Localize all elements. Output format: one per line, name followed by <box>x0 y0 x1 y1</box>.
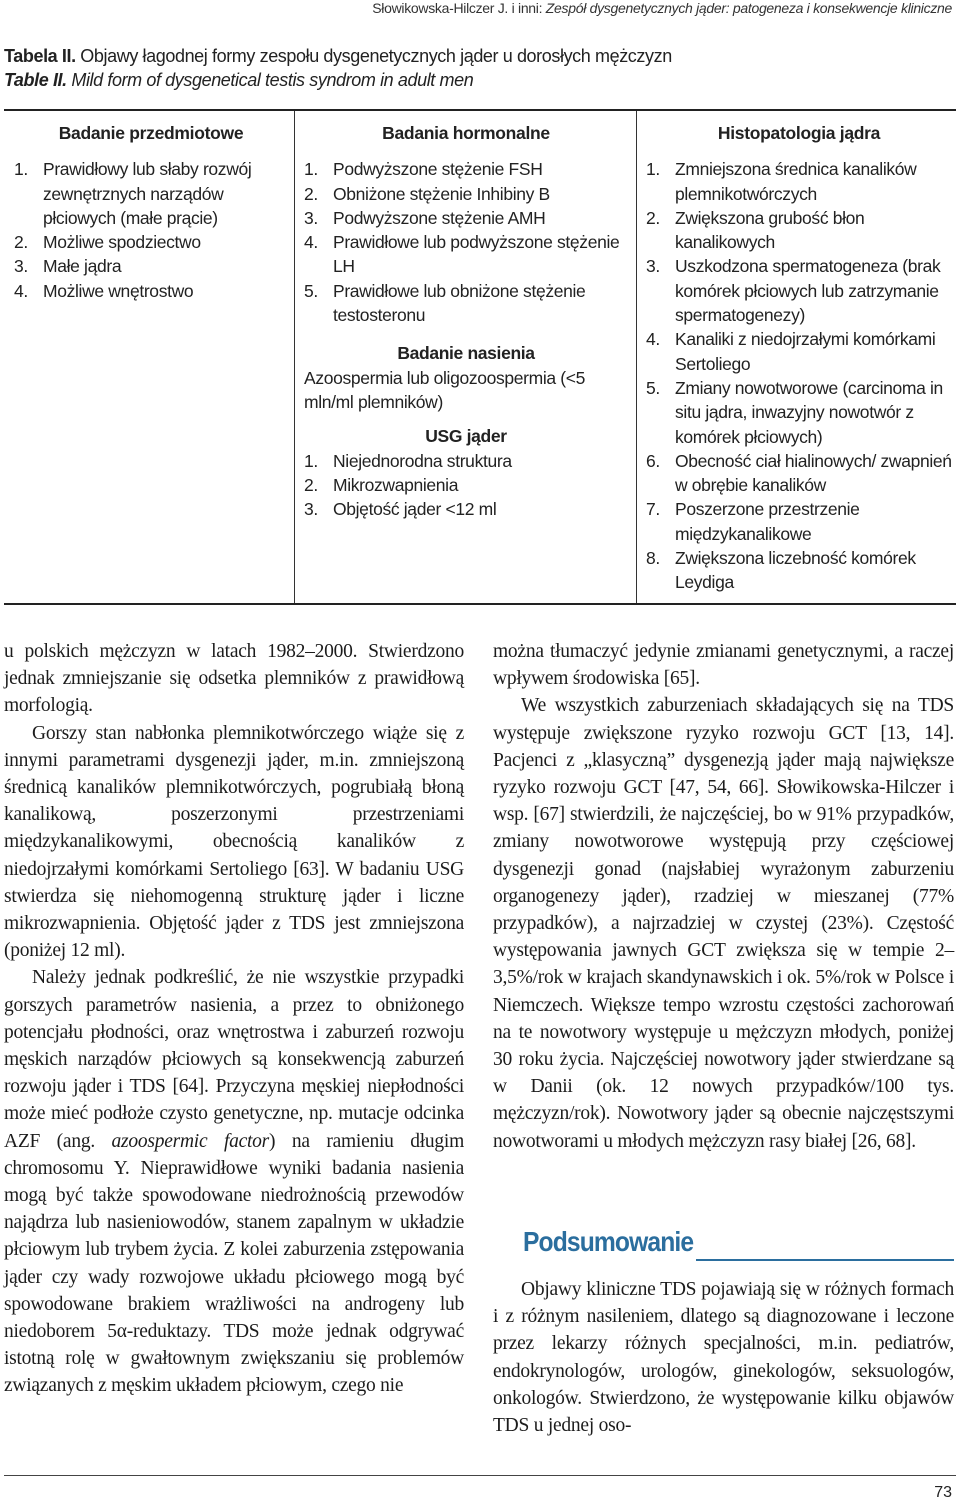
list-item: 7. Poszerzone przestrzenie międzykanalikowe <box>646 499 860 544</box>
table-column-physical-exam <box>14 109 288 303</box>
list-item: 8. Zwiększona liczebność komórek Leydiga <box>646 548 916 593</box>
body-column-right-summary <box>493 1276 954 1439</box>
table-column-hormonal <box>304 109 628 521</box>
header-title: Zespół dysgenetycznych jąder: patogeneza i konsekwencje kliniczne <box>545 0 952 16</box>
column-header: Badanie przedmiotowe <box>58 123 244 143</box>
usg-list <box>304 449 628 522</box>
list-item: 1. Prawidłowy lub słaby rozwój zewnętrznych narządów płciowych (małe prącie) <box>14 159 252 228</box>
table-divider <box>636 111 637 603</box>
list-item: 4. Kanaliki z niedojrzałymi komórkami Sertoliego <box>646 329 936 374</box>
caption-pl <box>4 44 672 68</box>
caption-en-text: Mild form of dysgenetical testis syndrom in adult men <box>66 70 474 90</box>
column-header: Histopatologia jądra <box>717 123 881 143</box>
paragraph: Należy jednak podkreślić, że nie wszystkie przypadki gorszych parametrów nasienia, a przez to obniżonego potencjału płodności, oraz wnętrostwa i zaburzeń rozwoju męskich narządów płciowych są konsekwencją zaburzeń rozwoju jąder i TDS [64]. Przyczyna męskiej niepłodności może mieć podłoże czysto genetyczne, np. mutacje odcinka AZF (ang. azoospermic factor) na ramieniu długim chromosomu Y. Nieprawidłowe wyniki badania nasienia mogą być także spowodowane niedrożnością przewodów najądrza lub nasieniowodów, stanem zapalnym w układzie płciowym lub trybem życia. Z kolei zaburzenia zstępowania jąder czy wady rozwojowe układu płciowego mogą być spowodowane brakiem wrażliwości na androgeny lub niedoborem 5α-reduktazy. TDS może jednak odgrywać istotną rolę w gwałtownym zwiększaniu się problemów związanych z męskim układem płciowym, czego nie <box>4 967 464 1397</box>
body-column-right <box>493 638 954 1155</box>
finding-list <box>646 157 952 594</box>
paragraph: Gorszy stan nabłonka plemnikotwórczego wiąże się z innymi parametrami dysgenezji jąder, m.in. zmniejszoną średnicą kanalików plemnikotwórczych, pogrubiałą błoną kanalikową, poszerzonymi przestrzeniami międzykanalikowymi, obecnością kanalików z niedojrzałymi komórkami Sertoliego [63]. W badaniu USG stwierdza się niehomogenną strukturę jąder i liczne mikrozwapnienia. Objętość jąder z TDS jest zmniejszona (poniżej 12 ml). <box>4 722 464 962</box>
caption-pl-label: Tabela II. <box>4 46 76 66</box>
list-item: 3. Objętość jąder <12 ml <box>304 499 497 520</box>
list-item: 5. Zmiany nowotworowe (carcinoma in situ jądra, inwazyjny nowotwór z komórek płciowych) <box>646 377 943 447</box>
list-item: 2. Obniżone stężenie Inhibiny B <box>304 183 550 204</box>
table-column-histopathology <box>646 109 952 595</box>
list-item: 6. Obecność ciał hialinowych/ zwapnień w obrębie kanalików <box>646 450 952 496</box>
list-item: 2. Możliwe spodziectwo <box>14 232 201 253</box>
list-item: 5. Prawidłowe lub obniżone stężenie testosteronu <box>304 280 586 326</box>
section-heading: Podsumowanie <box>523 1226 694 1257</box>
list-item: 3. Podwyższone stężenie AMH <box>304 207 546 228</box>
list-item: 3. Małe jądra <box>14 256 122 277</box>
page-number: 73 <box>934 1484 952 1501</box>
caption-en <box>4 68 672 92</box>
list-item: 1. Zmniejszona średnica kanalików plemnikotwórczych <box>646 159 917 204</box>
running-header <box>372 0 952 16</box>
section-heading-rule <box>696 1259 954 1261</box>
paragraph: We wszystkich zaburzeniach składających się na TDS występuje zwiększone ryzyko rozwoju GCT [13, 14]. Pacjenci z „klasyczną” dysgenezją jąder mają największe ryzyko rozwoju GCT [47, 54, 66]. Słowikowska-Hilczer i wsp. [67] stwierdzili, że najczęściej, bo w 91% przypadków, zmiany nowotworowe występują przy częściowej dysgenezji gonad (najsłabiej wyrażonym zaburzeniu organogenezy jąder), rzadziej w mieszanej (77% przypadków), a najrzadziej w czystej (23%). Częstość występowania jawnych GCT zwiększa się w tempie 2–3,5%/rok w krajach skandynawskich i ok. 5%/rok w Polsce i Niemczech. Większe tempo wzrostu częstości zachorowań na te nowotwory występuje u mężczyzn młodych, poniżej 30 roku życia. Najczęściej nowotwory jąder stwierdzane są w Danii (ok. 12 nowych przypadków/100 tys. mężczyzn/rok). Nowotwory jąder są obecnie najczęstszymi nowotworami u młodych mężczyzn rasy białej [26, 68]. <box>493 695 954 1152</box>
footer-rule <box>4 1475 956 1476</box>
column-header: Badania hormonalne <box>382 123 550 143</box>
list-item: 4. Możliwe wnętrostwo <box>14 280 194 301</box>
body-column-left <box>4 638 464 1400</box>
list-item: 1. Podwyższone stężenie FSH <box>304 159 543 180</box>
list-item: 2. Zwiększona grubość błon kanalikowych <box>646 207 865 253</box>
caption-pl-text: Objawy łagodnej formy zespołu dysgenetycznych jąder u dorosłych mężczyzn <box>75 46 672 66</box>
paragraph: można tłumaczyć jedynie zmianami genetycznymi, a raczej wpływem środowiska [65]. <box>493 641 954 690</box>
italic-term: azoospermic factor <box>111 1130 270 1152</box>
paragraph: u polskich mężczyzn w latach 1982–2000. Stwierdzono jednak zmniejszanie się odsetka plemników z prawidłową morfologią. <box>4 641 464 717</box>
semen-text: Azoospermia lub oligozoospermia (<5 mln/ml plemników) <box>304 367 586 412</box>
usg-subheader: USG jąder <box>425 426 507 447</box>
list-item: 4. Prawidłowe lub podwyższone stężenie LH <box>304 232 620 277</box>
finding-list <box>304 157 628 327</box>
header-authors: Słowikowska-Hilczer J. i inni: <box>372 0 546 16</box>
caption-en-label: Table II. <box>4 70 67 90</box>
list-item: 2. Mikrozwapnienia <box>304 474 459 495</box>
paragraph: Objawy kliniczne TDS pojawiają się w różnych formach i z różnym nasileniem, dlatego są diagnozowane i leczone przez lekarzy różnych specjalności, m.in. pediatrów, endokrynologów, urologów, ginekologów, seksuologów, onkologów. Stwierdzono, że występowanie kilku objawów TDS u jednej oso- <box>493 1279 954 1437</box>
table-caption <box>4 44 672 92</box>
list-item: 3. Uszkodzona spermatogeneza (brak komórek płciowych lub zatrzymanie spermatogenezy) <box>646 256 941 326</box>
table-divider <box>294 111 295 603</box>
finding-list <box>14 157 288 303</box>
list-item: 1. Niejednorodna struktura <box>304 450 512 471</box>
semen-subheader: Badanie nasienia <box>397 343 535 364</box>
